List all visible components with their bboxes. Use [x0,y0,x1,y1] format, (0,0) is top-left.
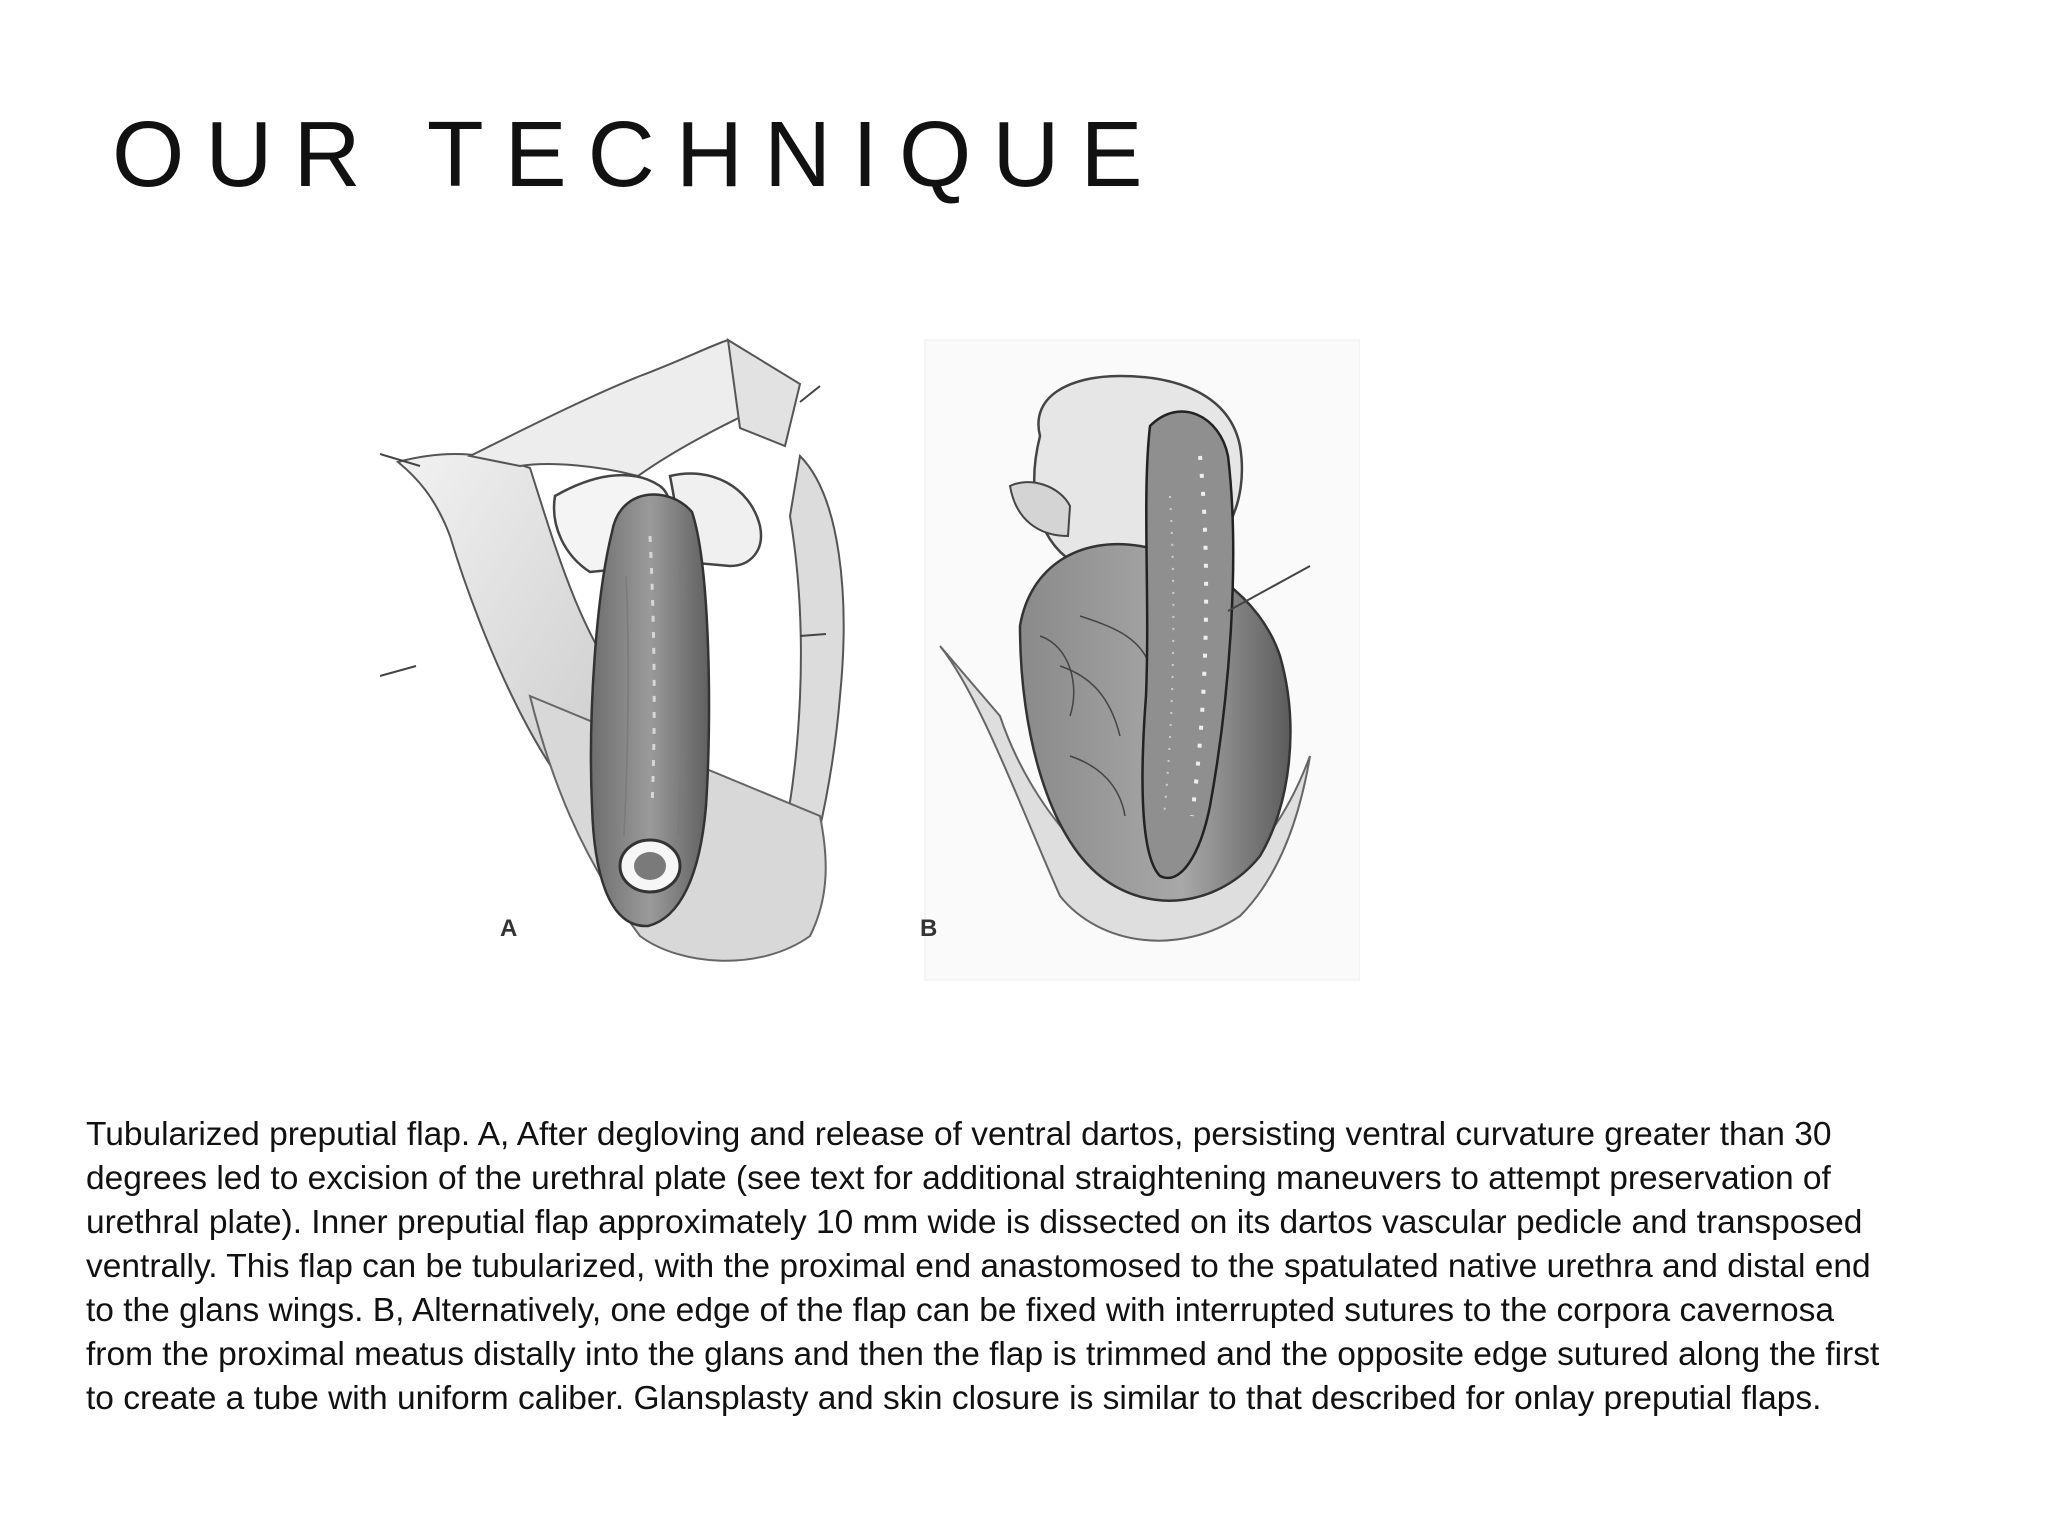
caption-line: urethral plate). Inner preputial flap approximately 10 mm wide is dissected on its dartos vascular pedicle and transposed [86,1204,1863,1241]
panel-b-label: B [920,915,938,942]
surgical-illustration [380,336,1360,986]
caption-line: to the glans wings. B, Alternatively, one edge of the flap can be fixed with interrupted sutures to the corpora cavernosa [86,1292,1835,1329]
slide-title: OUR TECHNIQUE [112,102,1164,206]
caption-line: Tubularized preputial flap. A, After degloving and release of ventral dartos, persisting ventral curvature greater than 30 [86,1116,1832,1153]
illustration-svg [380,336,1360,986]
caption-line: from the proximal meatus distally into the glans and then the flap is trimmed and the opposite edge sutured along the first [86,1336,1880,1373]
figure-caption [86,1113,2038,1421]
panel-a-label: A [500,915,518,942]
caption-line: ventrally. This flap can be tubularized, with the proximal end anastomosed to the spatulated native urethra and distal end [86,1248,1871,1285]
panel-a-drawing [380,340,844,961]
caption-line: to create a tube with uniform caliber. Glansplasty and skin closure is similar to that described for onlay preputial flaps. [86,1380,1822,1417]
caption-line: degrees led to excision of the urethral plate (see text for additional straightening maneuvers to attempt preservation of [86,1160,1831,1197]
